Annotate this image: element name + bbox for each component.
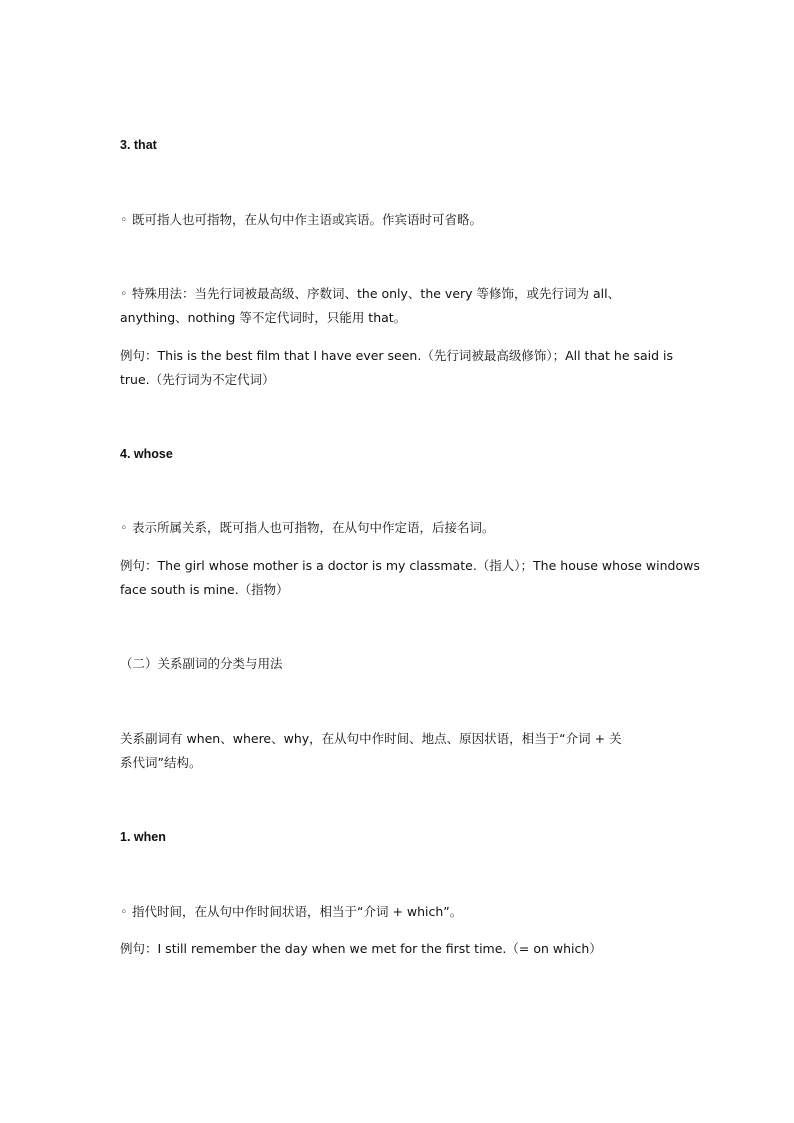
bullet-icon: ◦ xyxy=(120,212,128,227)
whose-example xyxy=(120,554,700,578)
that-rule-special-line2: anything、nothing 等不定代词时，只能用 that。 xyxy=(120,310,407,325)
bullet-icon: ◦ xyxy=(120,286,128,301)
section-heading-whose: 4. whose xyxy=(120,447,173,461)
whose-rule xyxy=(120,516,676,540)
that-rule-special-line1: 特殊用法：当先行词被最高级、序数词、the only、the very 等修饰，或先行词为 all、 xyxy=(132,286,621,301)
bullet-icon: ◦ xyxy=(120,904,128,919)
section-heading-that: 3. that xyxy=(120,138,157,152)
that-example-line1: This is the best film that I have ever seen.（先行词被最高级修饰）；All that he said is xyxy=(157,348,674,363)
when-example-line1: I still remember the day when we met for the first time.（= on which） xyxy=(157,941,602,956)
example-label: 例句： xyxy=(120,941,158,956)
that-rule-special xyxy=(120,282,676,306)
adverbs-intro-line1: 关系副词有 when、where、why，在从句中作时间、地点、原因状语，相当于“介词 + 关 xyxy=(120,731,622,746)
whose-example-line1: The girl whose mother is a doctor is my classmate.（指人）；The house whose windows xyxy=(157,558,700,573)
bullet-icon: ◦ xyxy=(120,520,128,535)
when-rule xyxy=(120,900,676,924)
section-heading-relative-adverbs: （二）关系副词的分类与用法 xyxy=(120,656,283,671)
that-example xyxy=(120,344,676,368)
that-rule-basic-text: 既可指人也可指物，在从句中作主语或宾语。作宾语时可省略。 xyxy=(132,212,483,227)
whose-rule-text: 表示所属关系，既可指人也可指物，在从句中作定语，后接名词。 xyxy=(132,520,495,535)
section-heading-when: 1. when xyxy=(120,830,166,844)
whose-example-line2: face south is mine.（指物） xyxy=(120,582,289,597)
when-example xyxy=(120,937,676,961)
that-example-line2: true.（先行词为不定代词） xyxy=(120,372,275,387)
when-rule-text: 指代时间，在从句中作时间状语，相当于“介词 + which”。 xyxy=(132,904,463,919)
example-label: 例句： xyxy=(120,348,158,363)
that-rule-basic xyxy=(120,208,676,232)
adverbs-intro-line2: 系代词”结构。 xyxy=(120,755,202,770)
example-label: 例句： xyxy=(120,558,158,573)
